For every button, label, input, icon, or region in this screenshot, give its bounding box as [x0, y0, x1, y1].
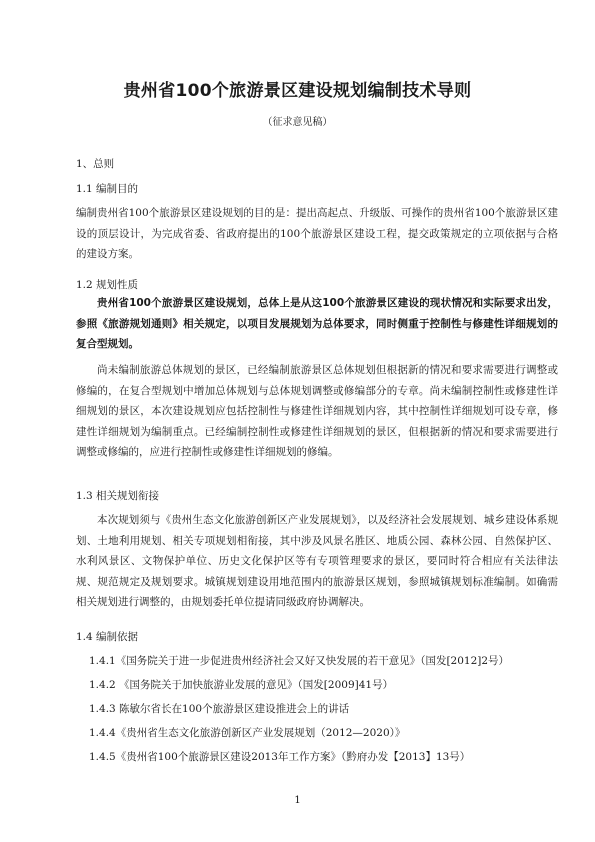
paragraph-nature: 尚未编制旅游总体规划的景区，已经编制旅游景区总体规划但根据新的情况和要求需要进行调整或修编的，在复合型规划中增加总体规划与总体规划调整或修编部分的专章。尚未编制控制性或修建性详细规划的景区，本次建设规划应包括控制性与修建性详细规划内容，其中控制性详细规划可设专章，修建性详细规划为编制重点。已经编制控制性或修建性详细规划的景区，但根据新的情况和要求需要进行调整或修编的，应进行控制性或修建性详细规划的修编。	[76, 364, 558, 458]
section-heading-1-4: 1.4 编制依据	[76, 631, 139, 643]
section-heading-1-2: 1.2 规划性质	[76, 279, 139, 291]
reference-item: 1.4.2 《国务院关于加快旅游业发展的意见》（国发[2009]41号）	[89, 679, 394, 691]
reference-item: 1.4.3 陈敏尔省长在100个旅游景区建设推进会上的讲话	[89, 703, 350, 715]
section-heading-1: 1、总则	[76, 158, 115, 170]
paragraph-purpose: 编制贵州省100个旅游景区建设规划的目的是：提出高起点、升级版、可操作的贵州省100个旅游景区建设的顶层设计，为完成省委、省政府提出的100个旅游景区建设工程，提交政策规定的立项依据与合格的建设方案。	[76, 207, 558, 260]
section-heading-1-1: 1.1 编制目的	[76, 183, 139, 195]
reference-item: 1.4.4《贵州省生态文化旅游创新区产业发展规划（2012—2020）》	[89, 727, 406, 739]
page-number: 1	[294, 795, 301, 806]
paragraph-nature-bold: 贵州省100个旅游景区建设规划，总体上是从这100个旅游景区建设的现状情况和实际要求出发，参照《旅游规划通则》相关规定，以项目发展规划为总体要求，同时侧重于控制性与修建性详细规划的复合型规划。	[76, 297, 558, 350]
page-subtitle: （征求意见稿）	[262, 117, 333, 128]
reference-item: 1.4.1《国务院关于进一步促进贵州经济社会又好又快发展的若干意见》（国发[2012]2号）	[89, 655, 510, 667]
reference-item: 1.4.5《贵州省100个旅游景区建设2013年工作方案》（黔府办发【2013】13号）	[89, 751, 471, 763]
page-title: 贵州省100个旅游景区建设规划编制技术导则	[123, 81, 472, 101]
section-heading-1-3: 1.3 相关规划衔接	[76, 490, 160, 502]
paragraph-related-plans: 本次规划须与《贵州生态文化旅游创新区产业发展规划》，以及经济社会发展规划、城乡建设体系规划、土地利用规划、相关专项规划相衔接，其中涉及风景名胜区、地质公园、森林公园、自然保护区、水利风景区、文物保护单位、历史文化保护区等有专项管理要求的景区，要同时符合相应有关法律法规、规范规定及规划要求。城镇规划建设用地范围内的旅游景区规划，参照城镇规划标准编制。如确需相关规划进行调整的，由规划委托单位提请同级政府协调解决。	[76, 514, 558, 608]
